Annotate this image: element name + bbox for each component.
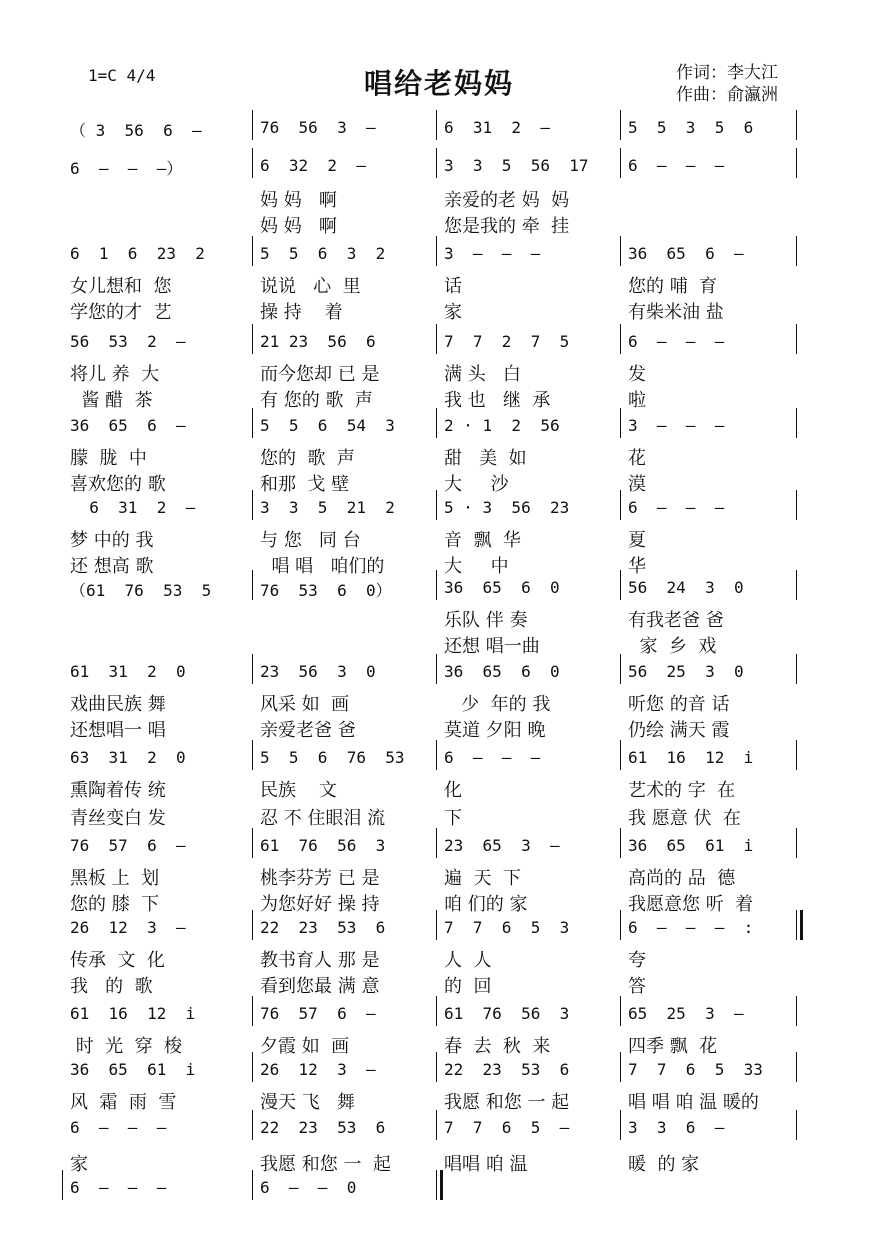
barline <box>436 1052 437 1082</box>
lyric-segment: 遍 天 下 <box>444 868 521 889</box>
lyric-segment: 女儿想和 您 <box>70 276 172 297</box>
barline <box>252 1052 253 1082</box>
lyric-segment: 亲爱老爸 爸 <box>260 720 356 741</box>
lyric-row <box>60 606 820 632</box>
measure: 7 7 6 5 33 <box>628 1060 763 1079</box>
measure: 56 24 3 0 <box>628 578 744 597</box>
measure: 22 23 53 6 <box>444 1060 570 1079</box>
barline <box>796 408 797 438</box>
barline <box>436 408 437 438</box>
measure: 7 7 2 7 5 <box>444 332 570 351</box>
notation-row <box>60 748 820 774</box>
barline <box>252 408 253 438</box>
measure: 6 — — — : <box>628 918 754 937</box>
measure: 3 — — — <box>628 416 725 435</box>
barline <box>796 654 797 684</box>
measure: 36 65 6 — <box>70 416 186 435</box>
barline <box>796 996 797 1026</box>
lyric-segment: 操 持 着 <box>260 302 343 323</box>
measure: 3 3 5 21 2 <box>260 498 395 517</box>
barline <box>436 148 437 178</box>
lyric-segment: 大 中 <box>444 556 509 577</box>
lyric-row <box>60 690 820 716</box>
barline <box>436 1110 437 1140</box>
barline <box>796 1052 797 1082</box>
lyric-segment: 甜 美 如 <box>444 448 527 469</box>
barline <box>620 910 621 940</box>
barline <box>252 828 253 858</box>
lyric-segment: 说说 心 里 <box>260 276 361 297</box>
lyric-row <box>60 890 820 916</box>
lyric-segment: 春 去 秋 来 <box>444 1036 551 1057</box>
measure: 36 65 61 i <box>628 836 754 855</box>
notation-row <box>60 1004 820 1030</box>
measure: 23 56 3 0 <box>260 662 376 681</box>
measure: 36 65 6 — <box>628 244 744 263</box>
barline <box>252 1110 253 1140</box>
lyric-segment: 我 的 歌 <box>70 976 153 997</box>
measure: 6 31 2 — <box>70 498 196 517</box>
barline <box>436 740 437 770</box>
lyric-segment: 风采 如 画 <box>260 694 350 715</box>
lyric-segment: 满 头 白 <box>444 364 521 385</box>
barline <box>620 740 621 770</box>
barline <box>436 654 437 684</box>
lyric-segment: 您的 膝 下 <box>70 894 160 915</box>
lyric-segment: 四季 飘 花 <box>628 1036 718 1057</box>
barline <box>252 654 253 684</box>
lyric-row <box>60 298 820 324</box>
lyric-segment: 人 人 <box>444 950 492 971</box>
barline <box>62 1170 63 1200</box>
barline <box>620 110 621 140</box>
lyric-segment: 大 沙 <box>444 474 509 495</box>
measure: 26 12 3 — <box>260 1060 376 1079</box>
lyric-segment: 戏曲民族 舞 <box>70 694 166 715</box>
lyric-segment: 高尚的 品 德 <box>628 868 736 889</box>
lyric-segment: 夸 <box>628 950 646 971</box>
measure: 56 53 2 — <box>70 332 186 351</box>
song-title: 唱给老妈妈 <box>363 67 514 100</box>
lyric-segment: 黑板 上 划 <box>70 868 160 889</box>
lyric-row <box>60 552 820 578</box>
lyric-segment: 将儿 养 大 <box>70 364 160 385</box>
lyric-row <box>60 526 820 552</box>
barline <box>252 324 253 354</box>
barline <box>620 236 621 266</box>
lyric-row <box>60 946 820 972</box>
measure: 6 — — — <box>628 332 725 351</box>
lyric-segment: 时 光 穿 梭 <box>70 1036 183 1057</box>
lyric-row <box>60 360 820 386</box>
composer-credit: 作曲：俞瀛洲 <box>676 85 778 105</box>
notation-row <box>60 918 820 944</box>
lyric-segment: 咱 们的 家 <box>444 894 528 915</box>
lyric-segment: 花 <box>628 448 646 469</box>
barline <box>252 740 253 770</box>
measure: 6 — — —） <box>70 159 183 178</box>
lyricist-credit: 作词：李大江 <box>676 63 778 83</box>
barline <box>796 236 797 266</box>
lyric-row <box>60 864 820 890</box>
lyric-segment: 您是我的 牵 挂 <box>444 216 570 237</box>
lyric-segment: 音 飘 华 <box>444 530 521 551</box>
lyric-segment: 话 <box>444 276 462 297</box>
lyric-segment: 妈 妈 啊 <box>260 190 337 211</box>
measure: 76 57 6 — <box>260 1004 376 1023</box>
barline <box>436 910 437 940</box>
notation-row <box>60 1178 820 1204</box>
lyric-segment: 亲爱的老 妈 妈 <box>444 190 570 211</box>
lyric-segment: 化 <box>444 780 462 801</box>
measure: 36 65 6 0 <box>444 578 560 597</box>
lyric-segment: 传承 文 化 <box>70 950 165 971</box>
measure: 6 — — — <box>628 498 725 517</box>
credits <box>676 62 778 106</box>
measure: 6 32 2 — <box>260 156 366 175</box>
lyric-segment: 而今您却 已 是 <box>260 364 380 385</box>
lyric-segment: 教书育人 那 是 <box>260 950 380 971</box>
lyric-segment: 仍绘 满天 霞 <box>628 720 730 741</box>
measure: 23 65 3 — <box>444 836 560 855</box>
measure: 3 3 6 — <box>628 1118 725 1137</box>
notation-row <box>60 836 820 862</box>
barline <box>252 1170 253 1200</box>
measure: 21 23 56 6 <box>260 332 376 351</box>
lyric-segment: 学您的才 艺 <box>70 302 172 323</box>
lyric-segment: 为您好好 操 持 <box>260 894 380 915</box>
barline <box>620 490 621 520</box>
barline <box>252 148 253 178</box>
barline <box>620 654 621 684</box>
lyric-segment: 看到您最 满 意 <box>260 976 380 997</box>
measure: 5 5 3 5 6 <box>628 118 754 137</box>
notation-row <box>60 662 820 688</box>
measure: 3 — — — <box>444 244 541 263</box>
lyric-segment: 家 乡 戏 <box>628 636 717 657</box>
barline <box>620 1052 621 1082</box>
barline <box>796 570 797 600</box>
lyric-segment: 酱 醋 茶 <box>70 390 153 411</box>
lyric-segment: 您的 歌 声 <box>260 448 355 469</box>
measure: 6 — — — <box>70 1178 167 1197</box>
lyric-row <box>60 716 820 742</box>
barline <box>620 324 621 354</box>
barline <box>252 110 253 140</box>
barline <box>252 236 253 266</box>
notation-row <box>60 332 820 358</box>
lyric-segment: 艺术的 字 在 <box>628 780 736 801</box>
measure: 36 65 61 i <box>70 1060 196 1079</box>
measure: 5 5 6 54 3 <box>260 416 395 435</box>
lyric-segment: 与 您 同 台 <box>260 530 361 551</box>
notation-row <box>60 416 820 442</box>
lyric-segment: 答 <box>628 976 646 997</box>
lyric-row <box>60 972 820 998</box>
lyric-row <box>60 186 820 212</box>
lyric-segment: 啦 <box>628 390 646 411</box>
measure: 6 — — 0 <box>260 1178 357 1197</box>
lyric-segment: 下 <box>444 808 462 829</box>
lyric-segment: 喜欢您的 歌 <box>70 474 166 495</box>
lyric-row <box>60 386 820 412</box>
lyric-segment: 朦 胧 中 <box>70 448 147 469</box>
lyric-segment: 唱 唱 咱 温 暖的 <box>628 1092 759 1113</box>
lyric-segment: 您的 哺 育 <box>628 276 718 297</box>
lyric-segment: 我愿意您 听 着 <box>628 894 754 915</box>
lyric-row <box>60 1032 820 1058</box>
notation-row <box>60 118 820 144</box>
measure: 36 65 6 0 <box>444 662 560 681</box>
lyric-row <box>60 272 820 298</box>
lyric-segment: 唱 唱 咱们的 <box>260 556 385 577</box>
barline <box>620 996 621 1026</box>
lyric-row <box>60 776 820 802</box>
measure: 3 3 5 56 17 <box>444 156 589 175</box>
lyric-row <box>60 1088 820 1114</box>
measure: 61 76 56 3 <box>260 836 386 855</box>
lyric-segment: 暖 的 家 <box>628 1154 700 1175</box>
measure: 5 · 3 56 23 <box>444 498 570 517</box>
lyric-segment: 唱唱 咱 温 <box>444 1154 528 1175</box>
lyric-segment: 华 <box>628 556 646 577</box>
lyric-segment: 桃李芬芳 已 是 <box>260 868 380 889</box>
lyric-segment: 乐队 伴 奏 <box>444 610 528 631</box>
measure: 76 53 6 0） <box>260 581 392 600</box>
lyric-segment: 妈 妈 啊 <box>260 216 337 237</box>
lyric-row <box>60 212 820 238</box>
barline <box>796 910 797 940</box>
measure: 5 5 6 3 2 <box>260 244 386 263</box>
barline-heavy <box>440 1170 443 1200</box>
barline <box>796 490 797 520</box>
notation-row <box>60 1118 820 1144</box>
measure: 61 16 12 i <box>70 1004 196 1023</box>
lyric-segment: 忍 不 住眼泪 流 <box>260 808 386 829</box>
measure: 76 57 6 — <box>70 836 186 855</box>
lyric-segment: 夕霞 如 画 <box>260 1036 350 1057</box>
measure: 6 — — — <box>444 748 541 767</box>
lyric-segment: 漠 <box>628 474 646 495</box>
lyric-segment: 还 想高 歌 <box>70 556 154 577</box>
lyric-segment: 梦 中的 我 <box>70 530 154 551</box>
lyric-segment: 熏陶着传 统 <box>70 780 166 801</box>
notation-row <box>60 498 820 524</box>
barline <box>620 148 621 178</box>
barline <box>252 570 253 600</box>
measure: 22 23 53 6 <box>260 918 386 937</box>
measure: 7 7 6 5 — <box>444 1118 570 1137</box>
measure: 7 7 6 5 3 <box>444 918 570 937</box>
lyric-row <box>60 632 820 658</box>
lyric-segment: 夏 <box>628 530 646 551</box>
barline <box>436 110 437 140</box>
lyric-segment: 青丝变白 发 <box>70 808 166 829</box>
lyric-segment: 我 愿意 伏 在 <box>628 808 741 829</box>
lyric-segment: 听您 的音 话 <box>628 694 730 715</box>
lyric-segment: 我愿 和您 一 起 <box>260 1154 391 1175</box>
barline <box>436 236 437 266</box>
notation-row <box>60 1060 820 1086</box>
lyric-segment: 发 <box>628 364 646 385</box>
measure: 61 76 56 3 <box>444 1004 570 1023</box>
measure: 5 5 6 76 53 <box>260 748 405 767</box>
lyric-row <box>60 444 820 470</box>
barline <box>436 1170 437 1200</box>
barline <box>436 828 437 858</box>
barline <box>796 1110 797 1140</box>
lyric-segment: 家 <box>444 302 462 323</box>
barline <box>436 570 437 600</box>
notation-row <box>60 244 820 270</box>
lyric-row <box>60 804 820 830</box>
barline <box>620 828 621 858</box>
notation-row <box>60 578 820 604</box>
barline-heavy <box>800 910 803 940</box>
lyric-segment: 还想唱一 唱 <box>70 720 166 741</box>
lyric-segment: 我愿 和您 一 起 <box>444 1092 570 1113</box>
barline <box>252 910 253 940</box>
lyric-segment: 家 <box>70 1154 88 1175</box>
measure: 6 — — — <box>70 1118 167 1137</box>
measure: 61 31 2 0 <box>70 662 186 681</box>
barline <box>796 148 797 178</box>
measure: 65 25 3 — <box>628 1004 744 1023</box>
measure: （61 76 53 5 <box>70 581 212 600</box>
notation-row <box>60 156 820 182</box>
lyric-segment: 有我老爸 爸 <box>628 610 724 631</box>
measure: 6 — — — <box>628 156 725 175</box>
barline <box>436 490 437 520</box>
lyric-segment: 民族 文 <box>260 780 337 801</box>
measure: 6 1 6 23 2 <box>70 244 205 263</box>
barline <box>252 996 253 1026</box>
measure: （ 3 56 6 — <box>70 121 202 140</box>
barline <box>620 570 621 600</box>
barline <box>436 324 437 354</box>
lyric-segment: 莫道 夕阳 晚 <box>444 720 546 741</box>
measure: 22 23 53 6 <box>260 1118 386 1137</box>
measure: 6 31 2 — <box>444 118 550 137</box>
barline <box>796 324 797 354</box>
barline <box>436 996 437 1026</box>
measure: 26 12 3 — <box>70 918 186 937</box>
lyric-segment: 我 也 继 承 <box>444 390 551 411</box>
lyric-segment: 风 霜 雨 雪 <box>70 1092 177 1113</box>
measure: 56 25 3 0 <box>628 662 744 681</box>
lyric-segment: 还想 唱一曲 <box>444 636 540 657</box>
barline <box>796 110 797 140</box>
measure: 63 31 2 0 <box>70 748 186 767</box>
lyric-segment: 漫天 飞 舞 <box>260 1092 355 1113</box>
key-signature: 1=C 4/4 <box>88 66 156 85</box>
barline <box>252 490 253 520</box>
measure: 61 16 12 i <box>628 748 754 767</box>
barline <box>620 1110 621 1140</box>
barline <box>620 408 621 438</box>
lyric-segment: 和那 戈 壁 <box>260 474 350 495</box>
lyric-segment: 有 您的 歌 声 <box>260 390 373 411</box>
lyric-segment: 有柴米油 盐 <box>628 302 724 323</box>
barline <box>796 828 797 858</box>
measure: 76 56 3 — <box>260 118 376 137</box>
barline <box>796 740 797 770</box>
lyric-segment: 的 回 <box>444 976 492 997</box>
measure: 2 · 1 2 56 <box>444 416 560 435</box>
lyric-row <box>60 470 820 496</box>
lyric-segment: 少 年的 我 <box>444 694 551 715</box>
